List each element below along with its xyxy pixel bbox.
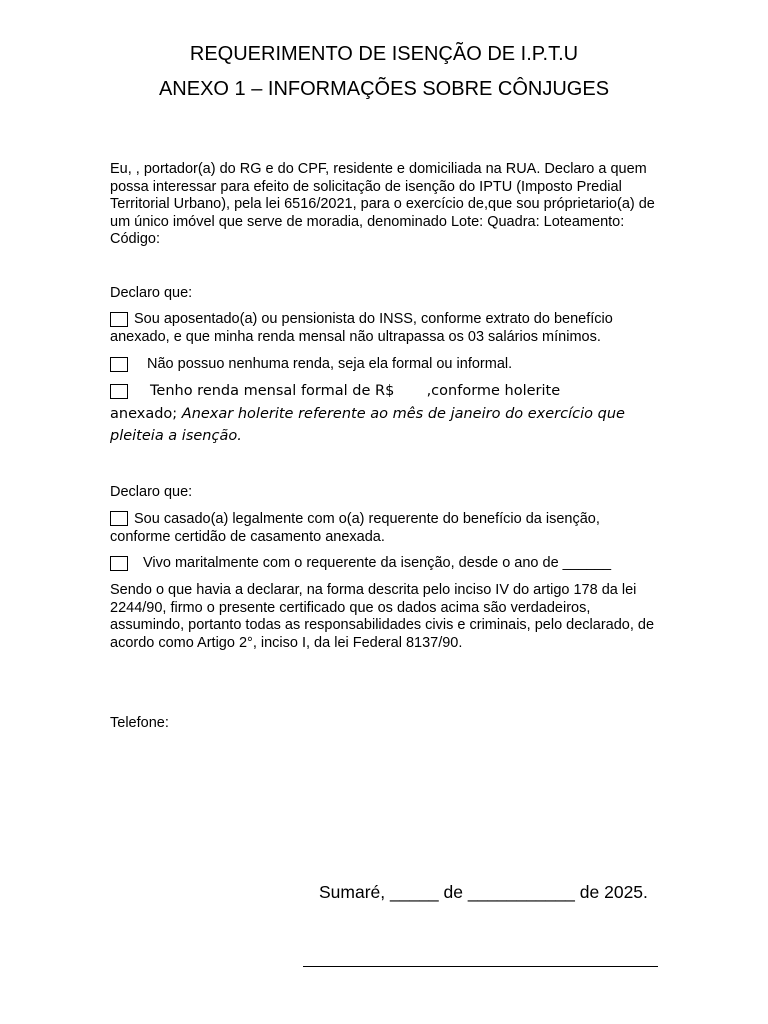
option-renda-formal-line2 [110, 403, 625, 425]
intro-paragraph: Eu, , portador(a) do RG e do CPF, residente e domiciliada na RUA. Declaro a quem possa interessar para efeito de solicitação de isenção do IPTU (Imposto Predial Territorial Urbano), pela lei 6516/2021, para o exercício de,que sou próprietario(a) de um único imóvel que serve de moradia, denominado Lote: Quadra: Loteamento: Código: [110, 161, 655, 247]
checkbox-vivo-maritalmente[interactable] [110, 556, 128, 571]
document-subtitle: ANEXO 1 – INFORMAÇÕES SOBRE CÔNJUGES [158, 78, 610, 100]
option-renda-formal-instrucao: Anexar holerite referente ao mês de janeiro do exercício que [181, 406, 625, 422]
checkbox-sem-renda[interactable] [110, 357, 128, 372]
option-renda-formal-instrucao-cont: pleiteia a isenção. [110, 428, 242, 444]
option-sem-renda-text: Não possuo nenhuma renda, seja ela formal ou informal. [147, 356, 513, 372]
option-casado-text: Sou casado(a) legalmente com o(a) requerente do benefício da isenção, conforme certidão de casamento anexada. [110, 511, 600, 545]
option-aposentado-text: Sou aposentado(a) ou pensionista do INSS, conforme extrato do benefício anexado, e que minha renda mensal não ultrapassa os 03 salários mínimos. [110, 311, 613, 345]
option-renda-formal-anexado: anexado; [110, 406, 178, 422]
closing-paragraph: Sendo o que havia a declarar, na forma descrita pelo inciso IV do artigo 178 da lei 2244/90, firmo o presente certificado que os dados acima são verdadeiros, assumindo, portanto todas as responsabilidades civis e criminais, pelo declarado, de acordo como Artigo 2°, inciso I, da lei Federal 8137/90. [110, 582, 655, 651]
option-vivo-maritalmente-text: Vivo maritalmente com o requerente da isenção, desde o ano de ______ [143, 555, 612, 571]
date-line: Sumaré, _____ de ___________ de 2025. [319, 882, 648, 902]
document-title: REQUERIMENTO DE ISENÇÃO DE I.P.T.U [189, 43, 579, 65]
option-renda-formal-text: Tenho renda mensal formal de R$ ,conforme holerite [150, 383, 561, 399]
phone-label: Telefone: [110, 715, 169, 731]
signature-line [303, 966, 658, 967]
section1-heading: Declaro que: [110, 285, 193, 301]
section2-heading: Declaro que: [110, 484, 193, 500]
checkbox-renda-formal[interactable] [110, 384, 128, 399]
